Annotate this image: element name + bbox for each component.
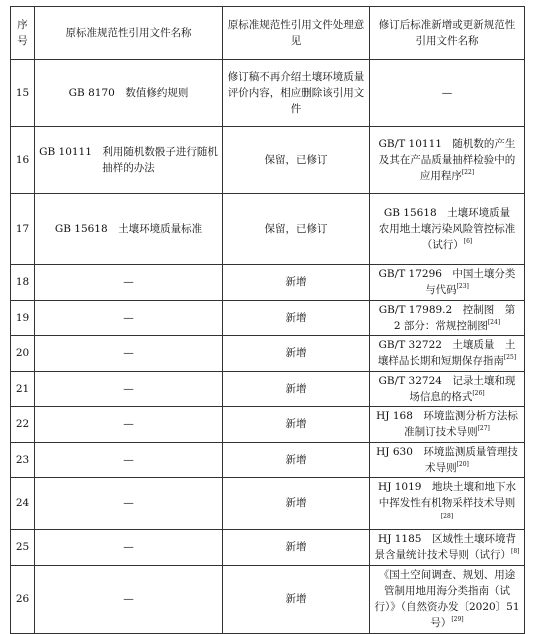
- new-text: HJ 1185 区域性土壤环境背景含量统计技术导则（试行）: [374, 532, 516, 562]
- cell-original: GB 15618 土壤环境质量标准: [35, 194, 223, 265]
- citation-ref: [20]: [456, 460, 469, 468]
- cell-opinion: 新增: [223, 371, 370, 407]
- cell-no: 20: [11, 336, 35, 372]
- cell-no: 16: [11, 127, 35, 194]
- header-no: 序号: [11, 7, 35, 60]
- cell-no: 23: [11, 442, 35, 478]
- table-row: [11, 194, 525, 265]
- new-text: 《国土空间调查、规划、用途管制用地用海分类指南（试行）》（自然资办发〔2020〕51 号）: [374, 568, 520, 630]
- table-row: [11, 371, 525, 407]
- cell-opinion: 新增: [223, 529, 370, 565]
- header-row: [11, 7, 525, 60]
- cell-new: [370, 265, 525, 301]
- table-row: [11, 565, 525, 633]
- cell-new: [370, 565, 525, 633]
- cell-original: GB 8170 数值修约规则: [35, 60, 223, 127]
- new-text: —: [441, 86, 453, 99]
- cell-new: [370, 478, 525, 530]
- cell-opinion: 新增: [223, 265, 370, 301]
- cell-original: —: [35, 336, 223, 372]
- cell-opinion: 新增: [223, 300, 370, 336]
- table-row: [11, 60, 525, 127]
- cell-new: [370, 194, 525, 265]
- table-row: [11, 336, 525, 372]
- cell-new: [370, 336, 525, 372]
- cell-opinion: 新增: [223, 442, 370, 478]
- table-row: [11, 407, 525, 443]
- cell-no: 21: [11, 371, 35, 407]
- table-row: [11, 265, 525, 301]
- citation-ref: [24]: [487, 318, 501, 326]
- cell-no: 19: [11, 300, 35, 336]
- new-text: GB/T 17296 中国土壤分类与代码: [378, 268, 516, 297]
- cell-original: —: [35, 529, 223, 565]
- new-text: GB/T 17989.2 控制图 第 2 部分：常规控制图: [378, 303, 516, 332]
- cell-new: [370, 442, 525, 478]
- new-text: HJ 168 环境监测分析方法标准制订技术导则: [376, 410, 518, 439]
- citation-ref: [29]: [451, 616, 464, 624]
- cell-original: —: [35, 565, 223, 633]
- cell-new: [370, 407, 525, 443]
- cell-original: GB 10111 利用随机数骰子进行随机抽样的办法: [35, 127, 223, 194]
- cell-no: 24: [11, 478, 35, 530]
- new-text: GB 15618 土壤环境质量 农用地土壤污染风险管控标准（试行）: [378, 206, 521, 252]
- new-text: GB/T 10111 随机数的产生及其在产品质量抽样检验中的应用程序: [378, 137, 516, 183]
- citation-ref: [26]: [472, 389, 485, 397]
- cell-opinion: 修订稿不再介绍土壤环境质量评价内容，相应删除该引用文件: [223, 60, 370, 127]
- cell-no: 22: [11, 407, 35, 443]
- citation-ref: [22]: [461, 169, 475, 177]
- citation-ref: [8]: [511, 548, 520, 556]
- cell-original: —: [35, 371, 223, 407]
- cell-opinion: 新增: [223, 407, 370, 443]
- table-row: [11, 529, 525, 565]
- cell-no: 26: [11, 565, 35, 633]
- cell-original: —: [35, 300, 223, 336]
- cell-opinion: 保留，已修订: [223, 194, 370, 265]
- new-text: GB/T 32722 土壤质量 土壤样品长期和短期保存指南: [377, 339, 516, 368]
- cell-new: [370, 529, 525, 565]
- cell-opinion: 保留，已修订: [223, 127, 370, 194]
- cell-opinion: 新增: [223, 336, 370, 372]
- table-row: [11, 300, 525, 336]
- cell-new: [370, 300, 525, 336]
- cell-no: 15: [11, 60, 35, 127]
- cell-new: [370, 60, 525, 127]
- table-row: [11, 127, 525, 194]
- cell-new: [370, 127, 525, 194]
- cell-no: 17: [11, 194, 35, 265]
- cell-opinion: 新增: [223, 478, 370, 530]
- cell-original: —: [35, 478, 223, 530]
- new-text: GB/T 32724 记录土壤和现场信息的格式: [378, 374, 516, 403]
- cell-original: —: [35, 442, 223, 478]
- citation-ref: [6]: [463, 238, 473, 246]
- table-row: [11, 478, 525, 530]
- new-text: HJ 1019 地块土壤和地下水中挥发性有机物采样技术导则: [378, 481, 516, 510]
- reference-table: [10, 6, 525, 634]
- header-handling-opinion: 原标准规范性引用文件处理意见: [223, 7, 370, 60]
- header-original-name: 原标准规范性引用文件名称: [35, 7, 223, 60]
- header-new-name: 修订后标准新增或更新规范性引用文件名称: [370, 7, 525, 60]
- citation-ref: [23]: [456, 283, 469, 291]
- cell-new: [370, 371, 525, 407]
- citation-ref: [25]: [503, 354, 517, 362]
- cell-opinion: 新增: [223, 565, 370, 633]
- citation-ref: [27]: [477, 425, 490, 433]
- cell-no: 25: [11, 529, 35, 565]
- cell-original: —: [35, 265, 223, 301]
- cell-no: 18: [11, 265, 35, 301]
- table-row: [11, 442, 525, 478]
- citation-ref: [28]: [440, 512, 454, 520]
- cell-original: —: [35, 407, 223, 443]
- new-text: HJ 630 环境监测质量管理技术导则: [376, 445, 518, 474]
